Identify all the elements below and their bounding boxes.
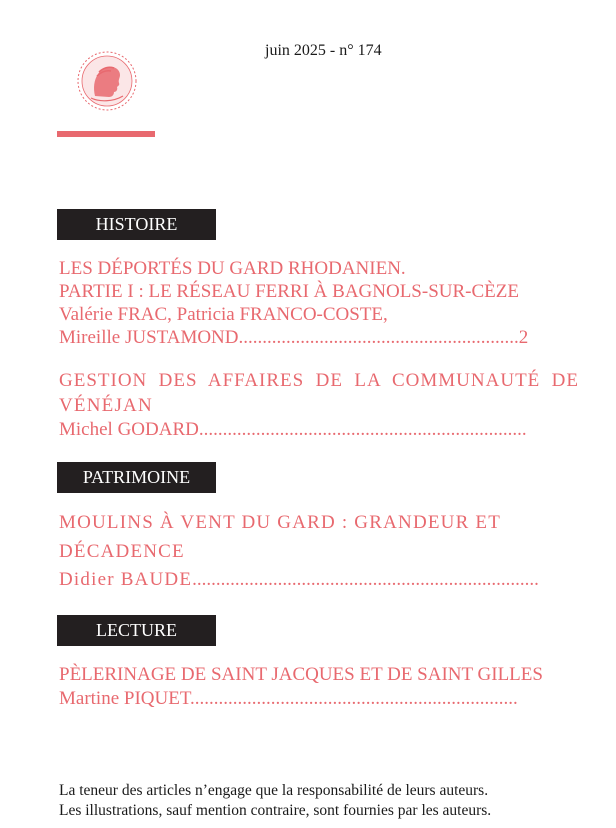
section-header-lecture: LECTURE: [57, 615, 216, 646]
article-title-line: MOULINS À VENT DU GARD : GRANDEUR ET: [59, 512, 502, 533]
article-author: Mireille JUSTAMOND: [59, 327, 239, 348]
article-author-line: [59, 569, 539, 591]
section-header-patrimoine: PATRIMOINE: [57, 462, 216, 493]
section-header-histoire: HISTOIRE: [57, 209, 216, 240]
article-title-line: PARTIE I : LE RÉSEAU FERRI À BAGNOLS-SUR-CÈZE: [59, 281, 519, 302]
dot-leader: .........................................................................: [192, 569, 539, 590]
article-title-line: LES DÉPORTÉS DU GARD RHODANIEN.: [59, 258, 406, 279]
article-author: Martine PIQUET: [59, 688, 191, 709]
article-author-line: [59, 688, 518, 710]
disclaimer-line: Les illustrations, sauf mention contraire, sont fournies par les auteurs.: [59, 802, 492, 819]
issue-info: juin 2025 - n° 174: [265, 42, 382, 59]
dot-leader: ...........................................................: [238, 327, 519, 348]
page-number: 2: [518, 327, 529, 348]
article-title-line: GESTION DES AFFAIRES DE LA COMMUNAUTÉ DE: [59, 370, 579, 391]
article-author: Didier BAUDE: [59, 569, 193, 590]
article-author-line: [59, 419, 527, 441]
article-author-line: [59, 327, 528, 349]
accent-bar: [57, 131, 155, 137]
dot-leader: .....................................................................: [198, 419, 527, 440]
article-title-line: PÈLERINAGE DE SAINT JACQUES ET DE SAINT GILLES: [59, 664, 543, 685]
article-title-line: DÉCADENCE: [59, 541, 185, 562]
dot-leader: .....................................................................: [190, 688, 518, 709]
article-author: Valérie FRAC, Patricia FRANCO-COSTE,: [59, 304, 388, 325]
disclaimer-line: La teneur des articles n’engage que la responsabilité de leurs auteurs.: [59, 782, 489, 799]
article-title-line: VÉNÉJAN: [59, 395, 153, 416]
article-author: Michel GODARD: [59, 419, 199, 440]
medallion-profile-icon: [73, 50, 141, 112]
